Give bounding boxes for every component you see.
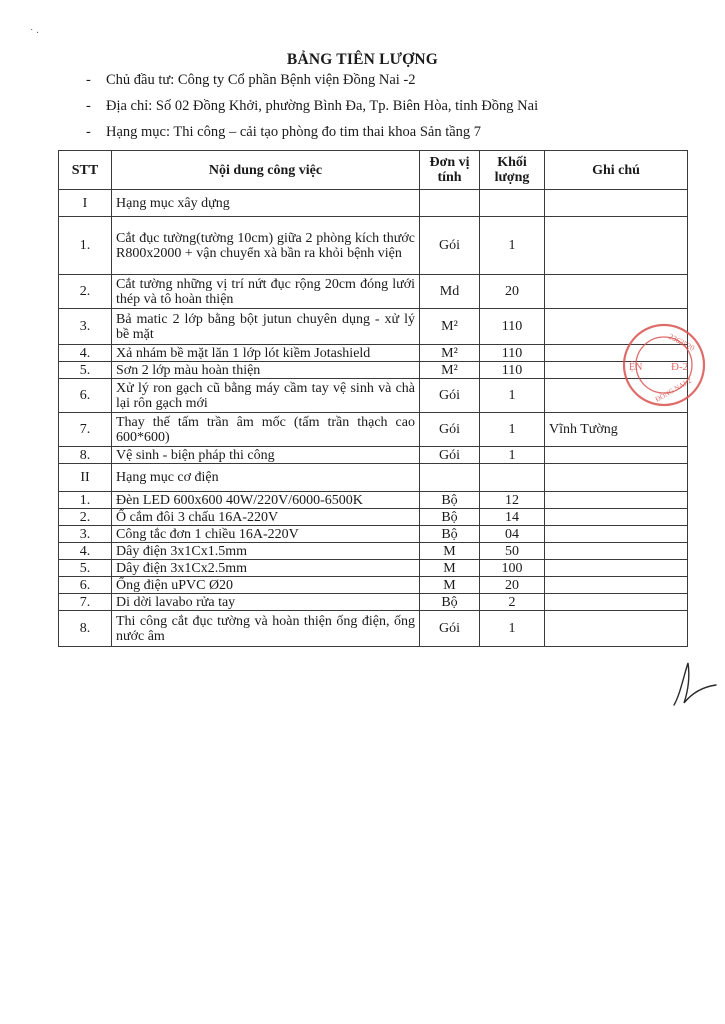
table-row (59, 413, 688, 447)
row-content: Cắt tường những vị trí nứt đục rộng 20cm đóng lưới thép và tô hoàn thiện (112, 275, 420, 309)
row-quantity: 12 (480, 492, 545, 509)
row-quantity: 2 (480, 594, 545, 611)
header-content: Nội dung công việc (112, 151, 420, 190)
row-unit: M (420, 543, 480, 560)
row-quantity: 1 (480, 379, 545, 413)
stamp-text-bottom: ĐỒNG NAI-2 (654, 376, 693, 404)
work-item-text: Hạng mục: Thi công – cải tạo phòng đo tim thai khoa Sản tầng 7 (106, 124, 482, 140)
scan-specks: ˙ · (30, 28, 40, 39)
row-quantity: 1 (480, 611, 545, 647)
row-stt: 2. (59, 275, 112, 309)
document-title: BẢNG TIÊN LƯỢNG (286, 51, 439, 68)
header-qty-line2: lượng (494, 170, 530, 185)
table-row (59, 362, 688, 379)
address-line (86, 98, 538, 115)
row-stt: 5. (59, 560, 112, 577)
row-stt: 6. (59, 577, 112, 594)
row-unit: M² (420, 362, 480, 379)
row-quantity (480, 190, 545, 217)
row-note (545, 275, 688, 309)
row-stt: 8. (59, 611, 112, 647)
row-stt: I (59, 190, 112, 217)
stamp-text-left: ỆN (629, 362, 643, 373)
row-unit: Bộ (420, 509, 480, 526)
table-row (59, 447, 688, 464)
table-row (59, 543, 688, 560)
row-unit: Bộ (420, 526, 480, 543)
row-unit: Gói (420, 413, 480, 447)
table-body (59, 190, 688, 647)
header-quantity (480, 151, 545, 190)
row-quantity (480, 464, 545, 492)
row-stt: 6. (59, 379, 112, 413)
row-note (545, 492, 688, 509)
row-unit: M (420, 560, 480, 577)
row-note (545, 447, 688, 464)
row-quantity: 100 (480, 560, 545, 577)
header-unit-line1: Đơn vị (429, 155, 470, 170)
row-note (545, 190, 688, 217)
table-row (59, 611, 688, 647)
row-content: Ống điện uPVC Ø20 (112, 577, 420, 594)
row-note (545, 509, 688, 526)
row-stt: 8. (59, 447, 112, 464)
header-note: Ghi chú (545, 151, 688, 190)
row-unit: M² (420, 345, 480, 362)
table-row (59, 492, 688, 509)
row-content: Ổ cắm đôi 3 chấu 16A-220V (112, 509, 420, 526)
row-content: Thi công cắt đục tường và hoàn thiện ống điện, ống nước âm (112, 611, 420, 647)
table-row (59, 309, 688, 345)
row-quantity: 1 (480, 413, 545, 447)
row-content: Cắt đục tường(tường 10cm) giữa 2 phòng kích thước R800x2000 + vận chuyển xà bần ra khỏi bệnh viện (112, 217, 420, 275)
table-row (59, 464, 688, 492)
row-stt: 3. (59, 526, 112, 543)
company-stamp (621, 322, 707, 408)
row-content: Hạng mục xây dựng (112, 190, 420, 217)
row-unit: Bộ (420, 594, 480, 611)
row-note (545, 543, 688, 560)
row-note (545, 560, 688, 577)
row-stt: 5. (59, 362, 112, 379)
row-stt: 4. (59, 345, 112, 362)
table-row (59, 509, 688, 526)
row-unit: Md (420, 275, 480, 309)
row-note: Vĩnh Tường (545, 413, 688, 447)
table-header-row (59, 151, 688, 190)
row-content: Xả nhám bề mặt lăn 1 lớp lót kiềm Jotashield (112, 345, 420, 362)
signature-mark (670, 655, 718, 710)
row-quantity: 14 (480, 509, 545, 526)
row-note (545, 611, 688, 647)
row-note (545, 464, 688, 492)
row-unit: Gói (420, 217, 480, 275)
row-unit: Bộ (420, 492, 480, 509)
header-unit-line2: tính (437, 170, 462, 185)
row-content: Hạng mục cơ điện (112, 464, 420, 492)
bullet-dash: - (86, 124, 91, 140)
row-quantity: 20 (480, 275, 545, 309)
row-content: Di dời lavabo rửa tay (112, 594, 420, 611)
row-content: Thay thế tấm trần âm mốc (tấm trần thạch cao 600*600) (112, 413, 420, 447)
row-note (545, 594, 688, 611)
row-content: Sơn 2 lớp màu hoàn thiện (112, 362, 420, 379)
stamp-text-code: 2362520 (667, 331, 697, 353)
row-note (545, 577, 688, 594)
row-unit: Gói (420, 611, 480, 647)
table-row (59, 345, 688, 362)
row-unit: Gói (420, 379, 480, 413)
header-stt: STT (59, 151, 112, 190)
row-stt: 7. (59, 594, 112, 611)
bill-of-quantities-table (58, 150, 688, 647)
table-row (59, 577, 688, 594)
row-quantity: 110 (480, 362, 545, 379)
header-unit (420, 151, 480, 190)
table-row (59, 190, 688, 217)
row-unit (420, 190, 480, 217)
row-note (545, 526, 688, 543)
row-stt: 3. (59, 309, 112, 345)
row-stt: 1. (59, 492, 112, 509)
row-quantity: 50 (480, 543, 545, 560)
row-content: Công tắc đơn 1 chiều 16A-220V (112, 526, 420, 543)
row-quantity: 04 (480, 526, 545, 543)
signature-stroke (674, 663, 716, 705)
table-row (59, 275, 688, 309)
row-stt: 2. (59, 509, 112, 526)
work-item-line (86, 124, 481, 141)
row-unit (420, 464, 480, 492)
table-row (59, 379, 688, 413)
table-row (59, 594, 688, 611)
row-content: Xử lý ron gạch cũ bằng máy cầm tay vệ sinh và chà lại rôn gạch mới (112, 379, 420, 413)
table-row (59, 560, 688, 577)
row-content: Dây điện 3x1Cx2.5mm (112, 560, 420, 577)
row-unit: M (420, 577, 480, 594)
bullet-dash: - (86, 72, 91, 88)
row-unit: M² (420, 309, 480, 345)
row-quantity: 1 (480, 217, 545, 275)
row-quantity: 110 (480, 345, 545, 362)
row-quantity: 1 (480, 447, 545, 464)
row-content: Đèn LED 600x600 40W/220V/6000-6500K (112, 492, 420, 509)
row-content: Bả matic 2 lớp bằng bột jutun chuyên dụng - xử lý bề mặt (112, 309, 420, 345)
row-quantity: 20 (480, 577, 545, 594)
row-stt: 1. (59, 217, 112, 275)
stamp-text-center: Đ-2 (671, 361, 689, 373)
investor-line (86, 72, 416, 89)
row-unit: Gói (420, 447, 480, 464)
table-row (59, 217, 688, 275)
row-stt: 4. (59, 543, 112, 560)
row-content: Vệ sinh - biện pháp thi công (112, 447, 420, 464)
header-qty-line1: Khối (497, 155, 527, 170)
row-stt: II (59, 464, 112, 492)
row-content: Dây điện 3x1Cx1.5mm (112, 543, 420, 560)
bullet-dash: - (86, 98, 91, 114)
investor-text: Chủ đầu tư: Công ty Cổ phần Bệnh viện Đồng Nai -2 (106, 72, 416, 88)
row-note (545, 217, 688, 275)
row-stt: 7. (59, 413, 112, 447)
row-quantity: 110 (480, 309, 545, 345)
table-row (59, 526, 688, 543)
address-text: Địa chỉ: Số 02 Đồng Khởi, phường Bình Đa, Tp. Biên Hòa, tỉnh Đồng Nai (106, 98, 539, 114)
